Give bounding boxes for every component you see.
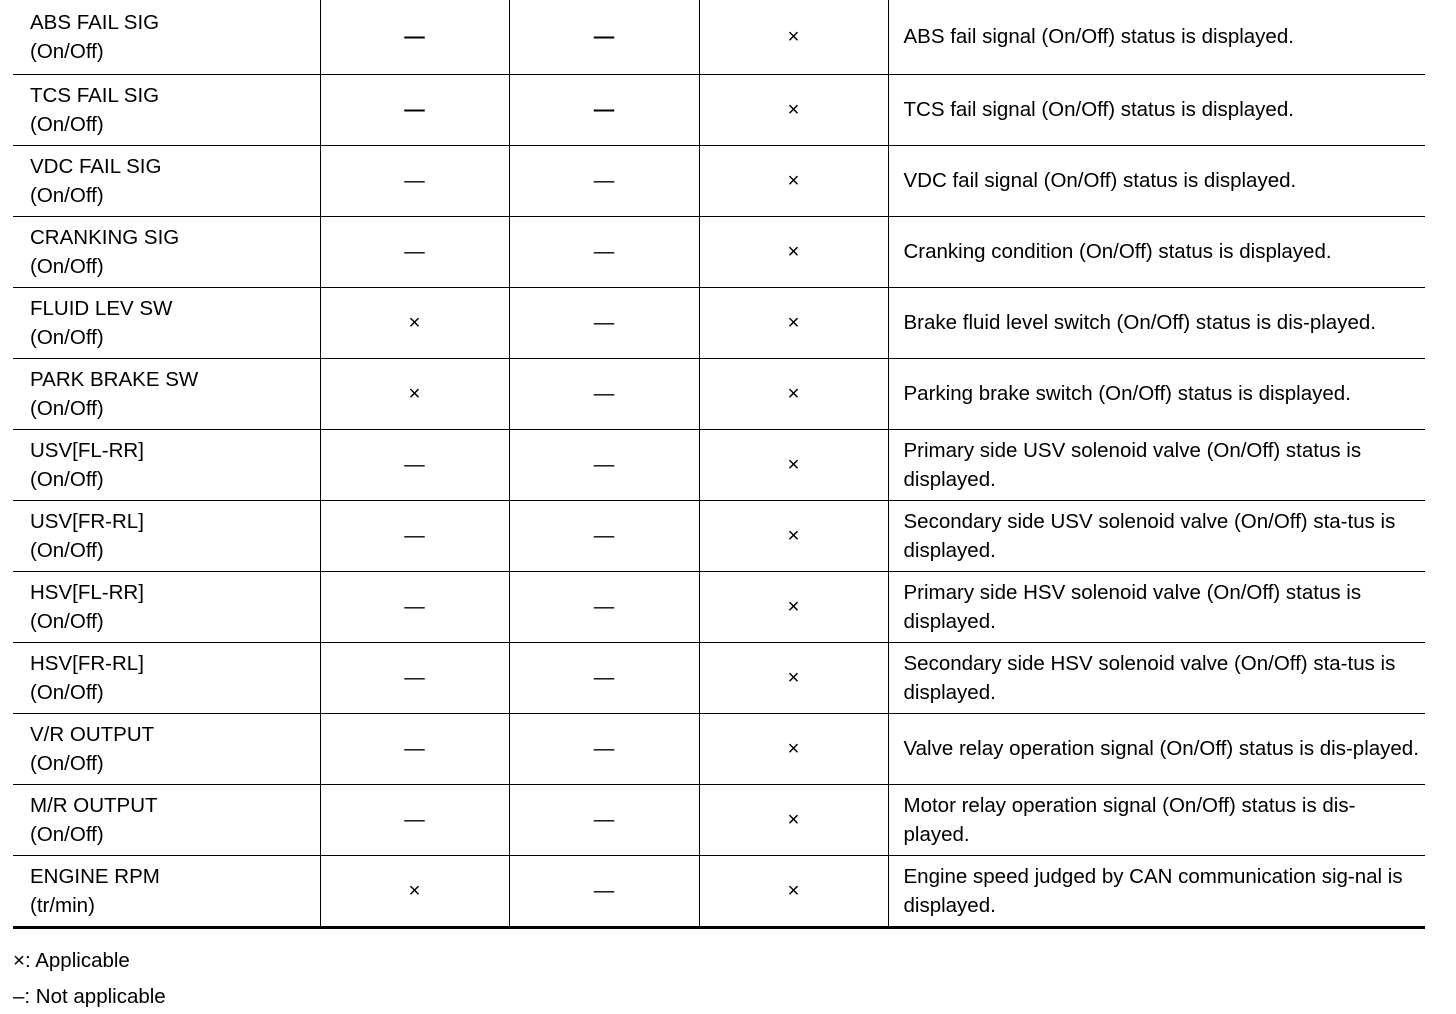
applicability-cell-a: — xyxy=(320,571,509,642)
item-name: V/R OUTPUT xyxy=(30,722,155,746)
item-unit: (tr/min) xyxy=(30,893,95,917)
applicability-cell-c: × xyxy=(699,713,888,784)
applicability-cell-b: — xyxy=(509,571,699,642)
table-row xyxy=(13,642,1425,713)
applicability-cell-a: — xyxy=(320,0,509,74)
applicability-cell-a: × xyxy=(320,287,509,358)
applicability-cell-c: × xyxy=(699,642,888,713)
description-cell: Primary side USV solenoid valve (On/Off) status is displayed. xyxy=(888,429,1425,500)
table-row xyxy=(13,855,1425,927)
monitor-item-cell xyxy=(13,358,320,429)
item-unit: (On/Off) xyxy=(30,609,104,633)
monitor-item-cell xyxy=(13,429,320,500)
item-unit: (On/Off) xyxy=(30,396,104,420)
applicability-cell-c: × xyxy=(699,358,888,429)
applicability-cell-a: — xyxy=(320,500,509,571)
applicability-cell-a: — xyxy=(320,429,509,500)
monitor-item-cell xyxy=(13,713,320,784)
applicability-cell-a: — xyxy=(320,713,509,784)
monitor-item-cell xyxy=(13,784,320,855)
item-name: ENGINE RPM xyxy=(30,864,160,888)
item-unit: (On/Off) xyxy=(30,680,104,704)
applicability-cell-c: × xyxy=(699,74,888,145)
item-name: TCS FAIL SIG xyxy=(30,83,160,107)
applicability-cell-c: × xyxy=(699,287,888,358)
item-unit: (On/Off) xyxy=(30,39,104,63)
monitor-item-table-container xyxy=(13,0,1425,929)
applicability-cell-a: × xyxy=(320,855,509,927)
item-unit: (On/Off) xyxy=(30,822,104,846)
applicability-cell-b: — xyxy=(509,784,699,855)
table-row xyxy=(13,74,1425,145)
applicability-cell-c: × xyxy=(699,145,888,216)
applicability-cell-b: — xyxy=(509,642,699,713)
monitor-item-cell xyxy=(13,642,320,713)
applicability-cell-c: × xyxy=(699,855,888,927)
item-unit: (On/Off) xyxy=(30,254,104,278)
description-cell: Valve relay operation signal (On/Off) status is dis-played. xyxy=(888,713,1425,784)
monitor-item-cell xyxy=(13,145,320,216)
item-unit: (On/Off) xyxy=(30,538,104,562)
item-name: HSV[FL-RR] xyxy=(30,580,144,604)
description-cell: Brake fluid level switch (On/Off) status is dis-played. xyxy=(888,287,1425,358)
applicability-cell-c: × xyxy=(699,571,888,642)
item-name: VDC FAIL SIG xyxy=(30,154,162,178)
item-name: HSV[FR-RL] xyxy=(30,651,144,675)
description-cell: Cranking condition (On/Off) status is displayed. xyxy=(888,216,1425,287)
table-row xyxy=(13,571,1425,642)
item-unit: (On/Off) xyxy=(30,751,104,775)
applicability-cell-b: — xyxy=(509,500,699,571)
applicability-cell-c: × xyxy=(699,216,888,287)
item-name: ABS FAIL SIG xyxy=(30,10,160,34)
table-row xyxy=(13,287,1425,358)
table-row xyxy=(13,358,1425,429)
item-unit: (On/Off) xyxy=(30,183,104,207)
monitor-item-table xyxy=(13,0,1425,929)
description-cell: Primary side HSV solenoid valve (On/Off) status is displayed. xyxy=(888,571,1425,642)
monitor-item-cell xyxy=(13,287,320,358)
applicability-cell-b: — xyxy=(509,429,699,500)
item-unit: (On/Off) xyxy=(30,112,104,136)
item-unit: (On/Off) xyxy=(30,325,104,349)
monitor-item-cell xyxy=(13,216,320,287)
description-cell: VDC fail signal (On/Off) status is displayed. xyxy=(888,145,1425,216)
item-name: M/R OUTPUT xyxy=(30,793,158,817)
applicability-cell-a: — xyxy=(320,74,509,145)
applicability-cell-a: — xyxy=(320,216,509,287)
description-cell: Secondary side USV solenoid valve (On/Off) sta-tus is displayed. xyxy=(888,500,1425,571)
applicability-cell-b: — xyxy=(509,74,699,145)
item-name: CRANKING SIG xyxy=(30,225,180,249)
table-row xyxy=(13,145,1425,216)
description-cell: Engine speed judged by CAN communication sig-nal is displayed. xyxy=(888,855,1425,927)
applicability-cell-c: × xyxy=(699,500,888,571)
item-unit: (On/Off) xyxy=(30,467,104,491)
monitor-item-cell xyxy=(13,74,320,145)
applicability-cell-b: — xyxy=(509,145,699,216)
applicability-cell-c: × xyxy=(699,0,888,74)
table-row xyxy=(13,0,1425,74)
legend-not-applicable: –: Not applicable xyxy=(13,985,166,1008)
monitor-item-cell xyxy=(13,855,320,927)
applicability-cell-a: × xyxy=(320,358,509,429)
applicability-cell-a: — xyxy=(320,784,509,855)
table-row xyxy=(13,429,1425,500)
applicability-cell-c: × xyxy=(699,784,888,855)
applicability-cell-a: — xyxy=(320,642,509,713)
description-cell: Secondary side HSV solenoid valve (On/Off) sta-tus is displayed. xyxy=(888,642,1425,713)
item-name: FLUID LEV SW xyxy=(30,296,173,320)
item-name: USV[FL-RR] xyxy=(30,438,144,462)
monitor-item-cell xyxy=(13,500,320,571)
applicability-cell-b: — xyxy=(509,216,699,287)
description-cell: Parking brake switch (On/Off) status is displayed. xyxy=(888,358,1425,429)
applicability-cell-b: — xyxy=(509,713,699,784)
table-row xyxy=(13,713,1425,784)
table-row xyxy=(13,784,1425,855)
item-name: USV[FR-RL] xyxy=(30,509,144,533)
table-row xyxy=(13,500,1425,571)
monitor-item-cell xyxy=(13,0,320,74)
legend-applicable: ×: Applicable xyxy=(13,949,130,972)
item-name: PARK BRAKE SW xyxy=(30,367,199,391)
applicability-cell-b: — xyxy=(509,855,699,927)
applicability-cell-b: — xyxy=(509,287,699,358)
monitor-item-cell xyxy=(13,571,320,642)
applicability-cell-b: — xyxy=(509,0,699,74)
applicability-cell-a: — xyxy=(320,145,509,216)
applicability-cell-b: — xyxy=(509,358,699,429)
applicability-cell-c: × xyxy=(699,429,888,500)
description-cell: ABS fail signal (On/Off) status is displayed. xyxy=(888,0,1425,74)
description-cell: Motor relay operation signal (On/Off) status is dis-played. xyxy=(888,784,1425,855)
table-row xyxy=(13,216,1425,287)
description-cell: TCS fail signal (On/Off) status is displayed. xyxy=(888,74,1425,145)
